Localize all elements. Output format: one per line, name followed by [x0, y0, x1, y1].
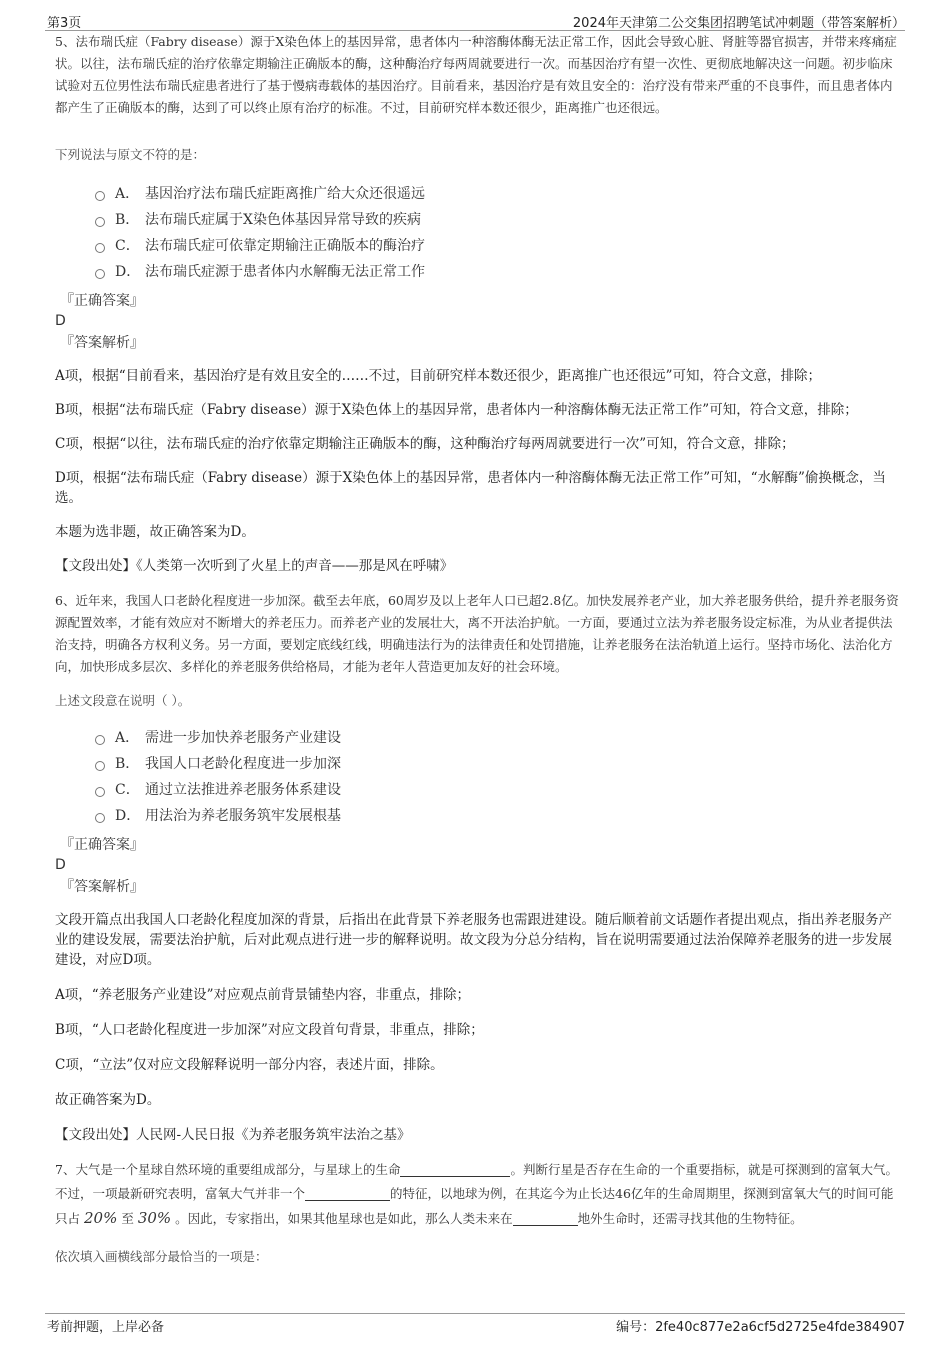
- q5-option-c[interactable]: C． 法布瑞氏症可依靠定期输注正确版本的酶治疗: [95, 233, 900, 259]
- q5-analysis-conclusion: 本题为选非题，故正确答案为D。: [55, 524, 255, 540]
- q6-analysis-c: C项，“立法”仅对应文段解释说明一部分内容，表述片面，排除。: [55, 1057, 444, 1073]
- q5-option-b[interactable]: B． 法布瑞氏症属于X染色体基因异常导致的疾病: [95, 207, 900, 233]
- q6-option-b[interactable]: B． 我国人口老龄化程度进一步加深: [95, 751, 900, 777]
- radio-icon[interactable]: [95, 269, 105, 279]
- blank-3[interactable]: [513, 1211, 578, 1226]
- radio-icon[interactable]: [95, 191, 105, 201]
- page-footer: [45, 1313, 905, 1335]
- q6-question: 上述文段意在说明（ ）。: [55, 693, 191, 708]
- q5-analysis-b: B项，根据“法布瑞氏症（Fabry disease）源于X染色体上的基因异常，患者体内一种溶酶体酶无法正常工作”可知，符合文意，排除；: [55, 402, 858, 418]
- document-title: 2024年天津第二公交集团招聘笔试冲刺题（带答案解析）: [572, 16, 905, 31]
- q5-analysis-label: 『答案解析』: [60, 335, 144, 351]
- q6-answer-label: 『正确答案』: [60, 837, 144, 853]
- radio-icon[interactable]: [95, 787, 105, 797]
- page-header: [45, 10, 905, 31]
- q5-analysis-a: A项，根据“目前看来，基因治疗是有效且安全的……不过，目前研究样本数还很少，距离推广也还很远”可知，符合文意，排除；: [55, 368, 822, 384]
- q6-analysis-summary: 文段开篇点出我国人口老龄化程度加深的背景，后指出在此背景下养老服务也需跟进建设。随后顺着前文话题作者提出观点，指出养老服务产业的建设发展，需要法治护航，后对此观点进行进一步的解释说明。故文段为分总分结构，旨在说明需要通过法治保障养老服务的进一步发展建设，对应D项。: [55, 912, 892, 968]
- page-number: 第3页: [47, 16, 82, 31]
- q6-analysis-label: 『答案解析』: [60, 879, 144, 895]
- q5-source: 【文段出处】《人类第一次听到了火星上的声音——那是风在呼啸》: [55, 558, 454, 574]
- document-code: 编号：2fe40c877e2a6cf5d2725e4fde384907: [616, 1320, 905, 1335]
- page-content: [55, 31, 900, 1265]
- blank-2[interactable]: [305, 1186, 390, 1201]
- q7-question: 依次填入画横线部分最恰当的一项是：: [55, 1249, 268, 1264]
- q5-option-d[interactable]: D． 法布瑞氏症源于患者体内水解酶无法正常工作: [95, 259, 900, 285]
- radio-icon[interactable]: [95, 761, 105, 771]
- q5-options: [95, 181, 900, 285]
- q5-question: 下列说法与原文不符的是：: [55, 147, 206, 162]
- radio-icon[interactable]: [95, 217, 105, 227]
- q5-passage: 5、法布瑞氏症（Fabry disease）源于X染色体上的基因异常，患者体内一种溶酶体酶无法正常工作，因此会导致心脏、肾脏等器官损害，并带来疼痛症状。以往，法布瑞氏症的治疗依靠定期输注正确版本的酶，这种酶治疗每两周就要进行一次。而基因治疗有望一次性、更彻底地解决这一问题。初步临床试验对五位男性法布瑞氏症患者进行了基于慢病毒载体的基因治疗。目前看来，基因治疗是有效且安全的：治疗没有带来严重的不良事件，而且患者体内都产生了正确版本的酶，达到了可以终止原有治疗的标准。不过，目前研究样本数还很少，距离推广也还很远。: [55, 34, 897, 115]
- q6-option-c[interactable]: C． 通过立法推进养老服务体系建设: [95, 777, 900, 803]
- q6-passage: 6、近年来，我国人口老龄化程度进一步加深。截至去年底，60周岁及以上老年人口已超2.8亿。加快发展养老产业，加大养老服务供给，提升养老服务资源配置效率，才能有效应对不断增大的养老压力。而养老产业的发展壮大，离不开法治护航。一方面，要通过立法为养老服务设定标准，为从业者提供法治支持，明确各方权利义务。另一方面，要划定底线红线，明确违法行为的法律责任和处罚措施，让养老服务在法治轨道上运行。坚持市场化、法治化方向，加快形成多层次、多样化的养老服务供给格局，才能为老年人营造更加友好的社会环境。: [55, 593, 899, 674]
- q6-analysis-conclusion: 故正确答案为D。: [55, 1092, 161, 1108]
- q6-option-a[interactable]: A． 需进一步加快养老服务产业建设: [95, 725, 900, 751]
- radio-icon[interactable]: [95, 243, 105, 253]
- blank-1[interactable]: [400, 1162, 510, 1177]
- q6-analysis-a: A项，“养老服务产业建设”对应观点前背景铺垫内容，非重点，排除；: [55, 987, 471, 1003]
- q6-options: [95, 725, 900, 829]
- q5-option-a[interactable]: A． 基因治疗法布瑞氏症距离推广给大众还很遥远: [95, 181, 900, 207]
- q7-passage: 7、大气是一个星球自然环境的重要组成部分，与星球上的生命 。判断行星是否存在生命的一个重要指标，就是可探测到的富氧大气。不过，一项最新研究表明，富氧大气并非一个 的特征，以地球为例，在其迄今为止长达46亿年的生命周期里，探测到富氧大气的时间可能只占 20% 至 30% 。因此，专家指出，如果其他星球也是如此，那么人类未来在 地外生命时，还需寻找其他的生物特征。: [55, 1162, 898, 1227]
- q5-analysis-c: C项，根据“以往，法布瑞氏症的治疗依靠定期输注正确版本的酶，这种酶治疗每两周就要进行一次”可知，符合文意，排除；: [55, 436, 795, 452]
- radio-icon[interactable]: [95, 813, 105, 823]
- q5-answer-label: 『正确答案』: [60, 293, 144, 309]
- q5-passage-container: [55, 31, 900, 130]
- footer-slogan: 考前押题，上岸必备: [47, 1320, 165, 1335]
- percent-20: 20%: [84, 1209, 118, 1227]
- q5-answer: D: [55, 313, 66, 329]
- q6-analysis-b: B项，“人口老龄化程度进一步加深”对应文段首句背景，非重点，排除；: [55, 1022, 484, 1038]
- q6-source: 【文段出处】人民网-人民日报《为养老服务筑牢法治之基》: [55, 1127, 411, 1143]
- radio-icon[interactable]: [95, 735, 105, 745]
- q5-analysis-d: D项，根据“法布瑞氏症（Fabry disease）源于X染色体上的基因异常，患者体内一种溶酶体酶无法正常工作”可知，“水解酶”偷换概念，当选。: [55, 470, 886, 506]
- percent-30: 30%: [137, 1209, 172, 1227]
- q6-option-d[interactable]: D． 用法治为养老服务筑牢发展根基: [95, 803, 900, 829]
- q6-answer: D: [55, 857, 66, 873]
